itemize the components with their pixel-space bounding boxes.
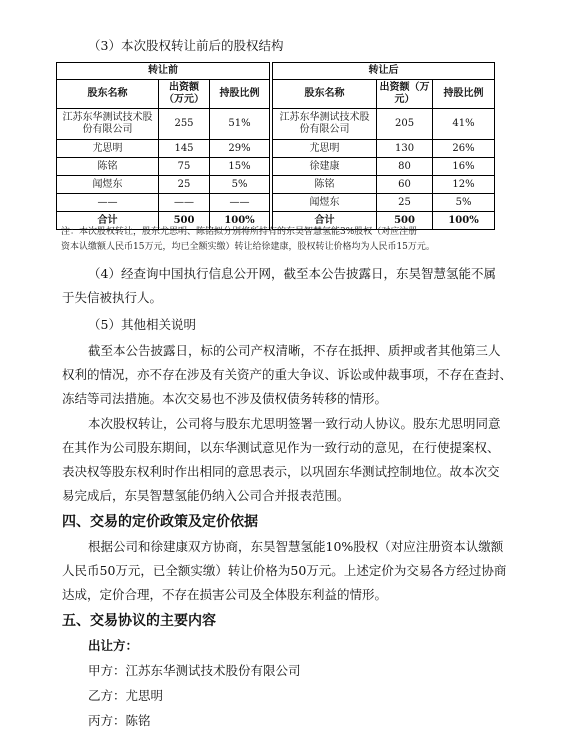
col-header-shareholder: 股东名称 — [57, 80, 159, 109]
section-3-title: （3）本次股权转让前后的股权结构 — [88, 38, 284, 53]
pricing-para-line: 达成，定价合理，不存在损害公司及全体股东利益的情形。 — [62, 587, 388, 602]
pricing-para-line: 根据公司和徐建康双方协商，东昊智慧氢能10%股权（对应注册资本认缴额 — [88, 539, 504, 554]
table-cell: 尤思明 — [273, 140, 377, 158]
para-4-line: 于失信被执行人。 — [62, 290, 163, 305]
table-group-header-row — [57, 63, 495, 80]
before-transfer-header: 转让前 — [57, 63, 270, 80]
table-note-line: 资本认缴额人民币15万元，均已全额实缴）转让给徐建康，股权转让价格均为人民币15万元。 — [61, 242, 435, 252]
para-5b-line: 本次股权转让，公司将与股东尤思明签署一致行动人协议。股东尤思明同意 — [88, 416, 501, 431]
table-cell: 80 — [377, 158, 433, 176]
table-cell: —— — [57, 194, 159, 212]
table-row — [57, 194, 495, 212]
para-4-line: （4）经查询中国执行信息公开网，截至本公告披露日，东昊智慧氢能不属 — [88, 266, 496, 281]
table-note-line: 注：本次股权转让，股东尤思明、陈铭拟分别将所持有的东昊智慧氢能3%股权（对应注册 — [61, 227, 418, 237]
table-cell: 15% — [210, 158, 270, 176]
table-cell: 41% — [433, 109, 495, 140]
para-5a-line: 截至本公告披露日，标的公司产权清晰，不存在抵押、质押或者其他第三人 — [88, 343, 501, 358]
col-header-ratio: 持股比例 — [433, 80, 495, 109]
party-c: 丙方：陈铭 — [88, 713, 151, 728]
para-5b-line: 表决权等股东权利时作出相同的意思表示，以巩固东华测试控制地位。故本次交 — [62, 464, 500, 479]
table-cell: 5% — [210, 176, 270, 194]
after-transfer-header: 转让后 — [273, 63, 495, 80]
col-header-shareholder: 股东名称 — [273, 80, 377, 109]
table-row — [57, 109, 495, 140]
table-cell: 500 — [159, 212, 210, 230]
table-column-header-row — [57, 80, 495, 109]
para-5b-line: 易完成后，东昊智慧氢能仍纳入公司合并报表范围。 — [62, 488, 350, 503]
table-cell: 16% — [433, 158, 495, 176]
table-cell: 闻煜东 — [273, 194, 377, 212]
table-cell: 100% — [210, 212, 270, 230]
table-row — [57, 158, 495, 176]
col-header-capital: 出资额（万元） — [377, 80, 433, 109]
party-a: 甲方：江苏东华测试技术股份有限公司 — [88, 663, 301, 678]
table-cell: 29% — [210, 140, 270, 158]
col-header-ratio: 持股比例 — [210, 80, 270, 109]
table-cell: 5% — [433, 194, 495, 212]
equity-structure-table — [56, 62, 495, 230]
table-cell: 尤思明 — [57, 140, 159, 158]
para-5a-line: 冻结等司法措施。本次交易也不涉及债权债务转移的情形。 — [62, 391, 388, 406]
para-5a-line: 权利的情况，亦不存在涉及有关资产的重大争议、诉讼或仲裁事项，不存在查封、 — [62, 367, 513, 382]
heading-agreement-content: 五、交易协议的主要内容 — [62, 613, 216, 629]
table-cell: 130 — [377, 140, 433, 158]
heading-pricing-policy: 四、交易的定价政策及定价依据 — [62, 514, 258, 530]
party-b: 乙方：尤思明 — [88, 688, 164, 703]
col-header-capital: 出资额（万元） — [159, 80, 210, 109]
table-cell: 江苏东华测试技术股份有限公司 — [57, 109, 159, 140]
table-cell: 闻煜东 — [57, 176, 159, 194]
section-5-title: （5）其他相关说明 — [88, 317, 196, 332]
table-cell: —— — [210, 194, 270, 212]
table-cell: 25 — [159, 176, 210, 194]
table-cell: 陈铭 — [57, 158, 159, 176]
table-cell: 江苏东华测试技术股份有限公司 — [273, 109, 377, 140]
table-row — [57, 176, 495, 194]
table-cell: 145 — [159, 140, 210, 158]
table-cell: 100% — [433, 212, 495, 230]
table-cell: 26% — [433, 140, 495, 158]
table-cell: 合计 — [57, 212, 159, 230]
table-cell: 51% — [210, 109, 270, 140]
table-cell: —— — [159, 194, 210, 212]
table-cell: 255 — [159, 109, 210, 140]
table-cell: 12% — [433, 176, 495, 194]
table-cell: 75 — [159, 158, 210, 176]
pricing-para-line: 人民币50万元，已全额实缴）转让价格为50万元。上述定价为交易各方经过协商 — [62, 563, 507, 578]
table-cell: 合计 — [273, 212, 377, 230]
table-row — [57, 140, 495, 158]
transferor-label: 出让方： — [88, 638, 139, 653]
table-cell: 25 — [377, 194, 433, 212]
table-cell: 陈铭 — [273, 176, 377, 194]
para-5b-line: 在其作为公司股东期间，以东华测试意见作为一致行动的意见，在行使提案权、 — [62, 440, 500, 455]
table-cell: 500 — [377, 212, 433, 230]
table-cell: 徐建康 — [273, 158, 377, 176]
table-cell: 205 — [377, 109, 433, 140]
table-cell: 60 — [377, 176, 433, 194]
